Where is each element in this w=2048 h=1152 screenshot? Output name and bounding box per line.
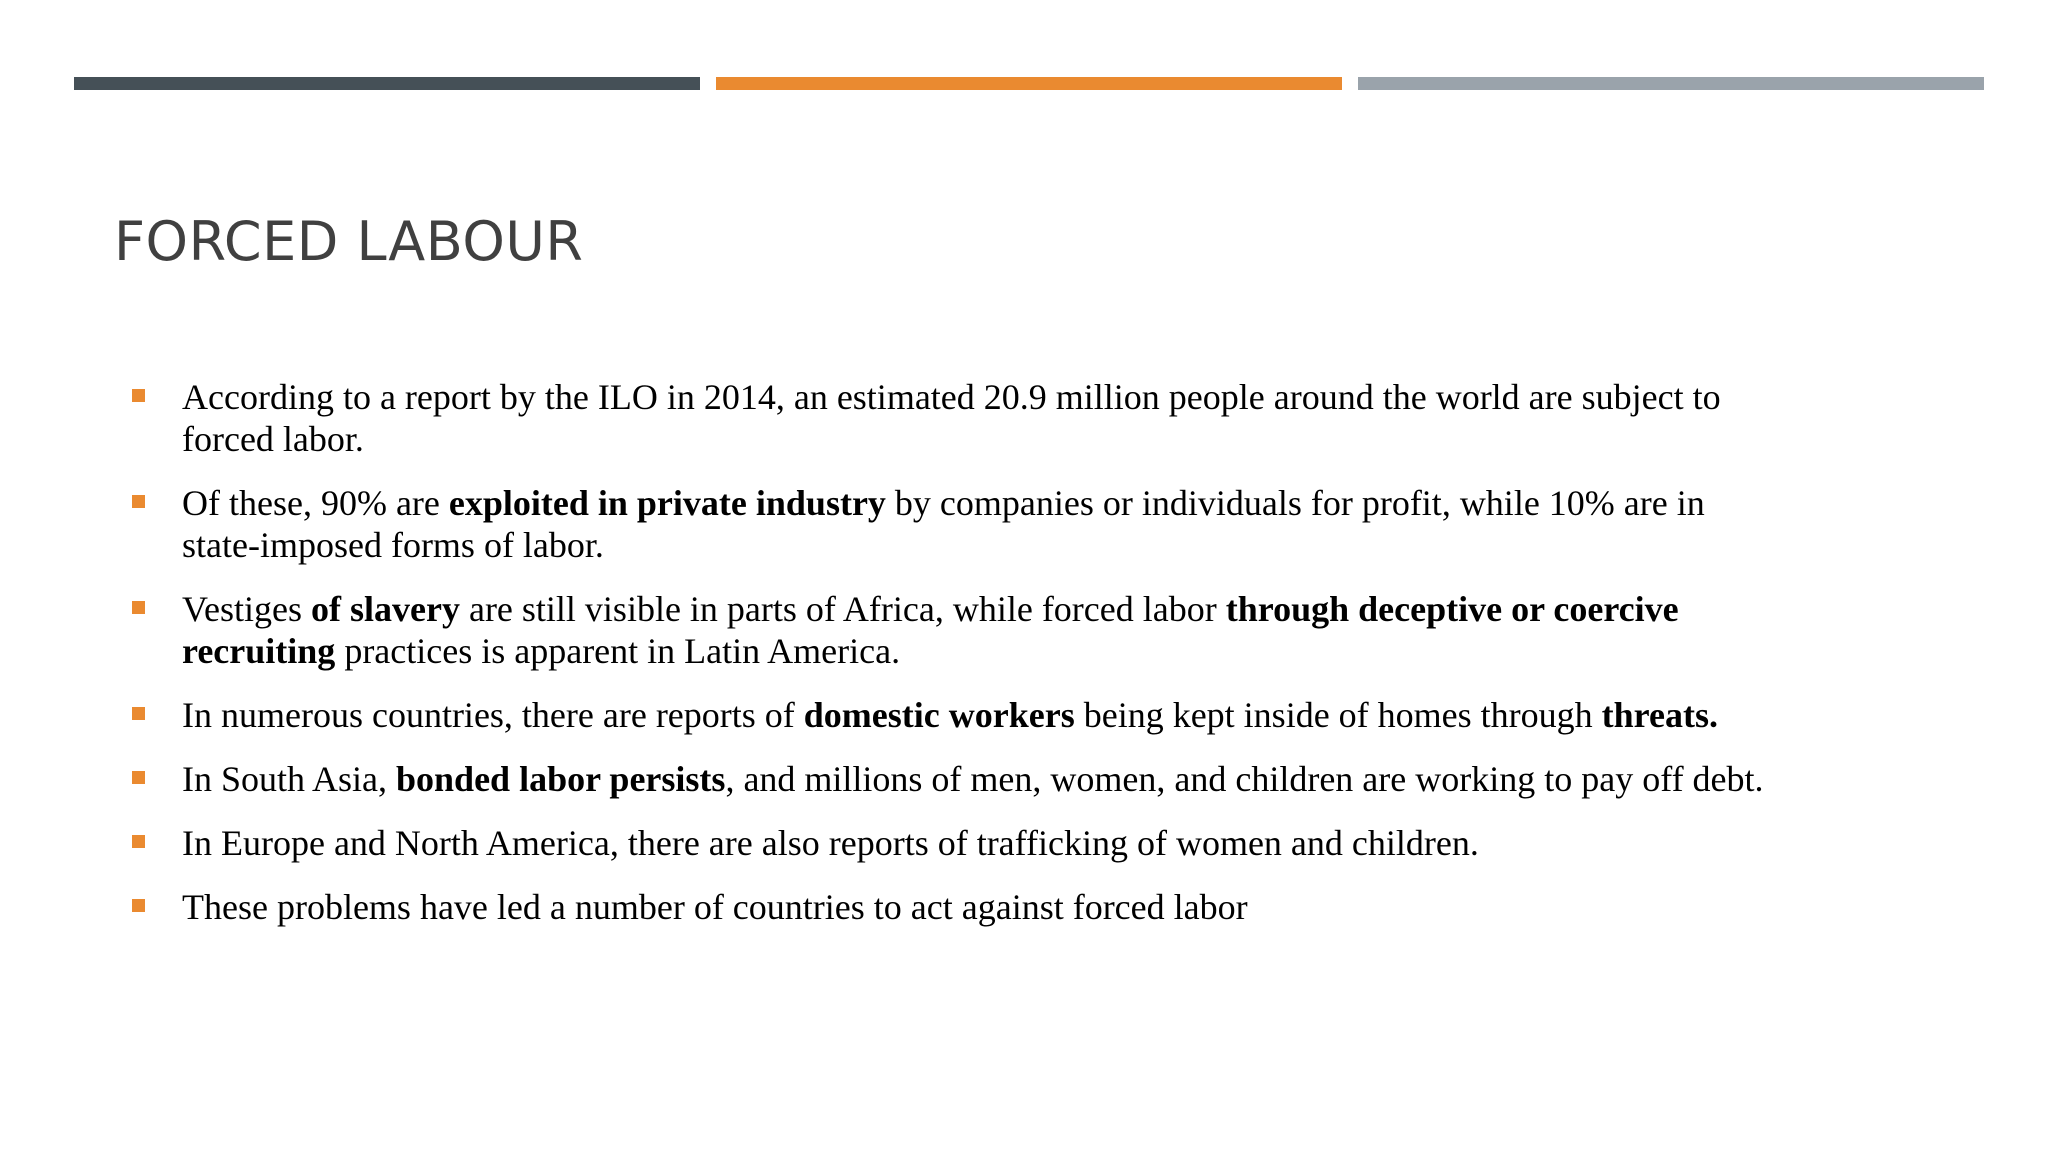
bullet-segment: In numerous countries, there are reports of [182, 695, 804, 735]
bullet-text [182, 589, 1679, 671]
accent-bar-gray [1358, 77, 1984, 90]
accent-bar-dark [74, 77, 700, 90]
bullet-item [132, 376, 1772, 460]
bullet-emphasis: bonded labor persists [396, 759, 726, 799]
slide-title: FORCED LABOUR [114, 210, 584, 273]
bullet-segment: In Europe and North America, there are also reports of trafficking of women and children. [182, 823, 1479, 863]
bullet-segment: According to a report by the ILO in 2014, an estimated 20.9 million people around the world are subject to forced labor. [182, 377, 1721, 459]
square-bullet-icon [132, 899, 145, 912]
bullet-item [132, 758, 1772, 800]
bullet-segment: Of these, 90% are [182, 483, 449, 523]
square-bullet-icon [132, 601, 145, 614]
bullet-list [132, 376, 1772, 950]
bullet-item [132, 588, 1772, 672]
accent-bar-orange [716, 77, 1342, 90]
bullet-segment: being kept inside of homes through [1074, 695, 1602, 735]
bullet-emphasis: of slavery [311, 589, 460, 629]
bullet-emphasis: threats. [1601, 695, 1718, 735]
bullet-item [132, 822, 1772, 864]
bullet-emphasis: exploited in private industry [448, 483, 886, 523]
square-bullet-icon [132, 771, 145, 784]
bullet-segment: are still visible in parts of Africa, while forced labor [459, 589, 1226, 629]
bullet-segment: practices is apparent in Latin America. [335, 631, 901, 671]
square-bullet-icon [132, 835, 145, 848]
bullet-item [132, 886, 1772, 928]
bullet-text [182, 695, 1718, 735]
square-bullet-icon [132, 389, 145, 402]
bullet-segment: , and millions of men, women, and children are working to pay off debt. [725, 759, 1764, 799]
bullet-text [182, 759, 1764, 799]
bullet-text [182, 377, 1721, 459]
bullet-item [132, 482, 1772, 566]
bullet-text [182, 483, 1705, 565]
bullet-text [182, 823, 1479, 863]
square-bullet-icon [132, 495, 145, 508]
bullet-segment: In South Asia, [182, 759, 397, 799]
bullet-segment: by companies or individuals for profit, while 10% are in state-imposed forms of labor. [182, 483, 1705, 565]
bullet-segment: These problems have led a number of countries to act against forced labor [182, 887, 1248, 927]
bullet-text [182, 887, 1248, 927]
square-bullet-icon [132, 707, 145, 720]
bullet-segment: Vestiges [182, 589, 311, 629]
bullet-emphasis: domestic workers [803, 695, 1075, 735]
bullet-item [132, 694, 1772, 736]
bullet-emphasis: through deceptive or coercive recruiting [182, 589, 1679, 671]
